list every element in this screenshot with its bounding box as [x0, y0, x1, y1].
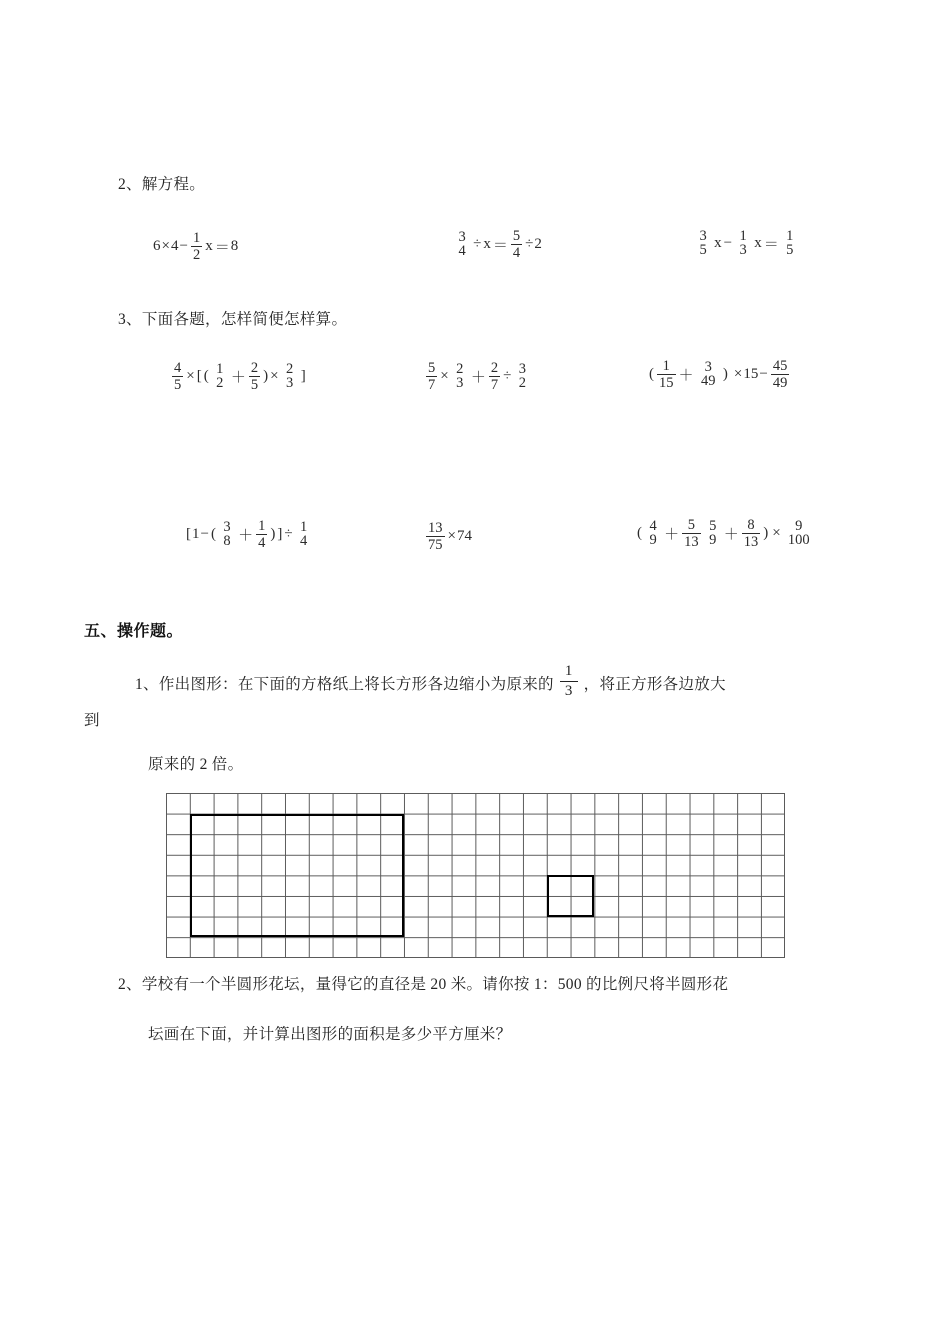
- ex4-left-paren: (: [210, 526, 216, 543]
- equation-2: [452, 228, 542, 261]
- eq2-denominator-1: 4: [458, 243, 466, 260]
- ex6-fraction-5: [783, 518, 815, 549]
- ex1-numerator-1: 4: [174, 360, 182, 376]
- ex3-right-paren: ): [722, 366, 728, 383]
- eq1-minus: −: [179, 238, 188, 255]
- eq3-numerator-1: 3: [699, 228, 707, 244]
- q1-fraction-numerator: 1: [560, 663, 578, 682]
- ex6-times: ×: [772, 525, 781, 542]
- ex4-right-paren: ): [270, 526, 276, 543]
- ex1-fraction-1: [172, 360, 183, 393]
- ex6-fraction-1: [644, 518, 662, 549]
- ex2-fraction-4: [513, 361, 531, 392]
- ex1-numerator-3: 2: [250, 360, 259, 376]
- ex2-numerator-1: 5: [428, 360, 436, 376]
- ex6-numerator-1: 4: [649, 518, 657, 535]
- ex6-right-paren: ): [763, 525, 769, 542]
- eq3-equals: ＝: [763, 237, 779, 254]
- expression-1: [170, 360, 307, 393]
- ex3-minus: −: [759, 366, 768, 383]
- ex2-fraction-3: [489, 360, 500, 393]
- eq1-result: 8: [230, 238, 239, 255]
- eq1-variable: x: [205, 238, 213, 255]
- ex3-fraction-2: [696, 359, 721, 390]
- grid-paper-figure: [166, 793, 785, 958]
- ex6-left-paren: (: [637, 525, 642, 542]
- eq2-equals: ＝: [492, 238, 508, 255]
- equation-1: [153, 230, 238, 263]
- ex3-denominator-3: 49: [772, 375, 788, 392]
- ex2-numerator-3: 2: [490, 360, 499, 376]
- ex2-denominator-2: 3: [456, 375, 464, 392]
- ex1-fraction-3: [249, 360, 260, 393]
- ex1-left-paren: (: [203, 368, 209, 385]
- eq2-fraction-1: [453, 229, 471, 260]
- ex4-denominator-3: 4: [300, 533, 308, 550]
- ex5-denominator: 75: [428, 537, 443, 554]
- ex3-multiplier: 15: [743, 366, 759, 383]
- ex2-denominator-3: 7: [490, 377, 499, 394]
- ex1-fraction-2: [211, 361, 229, 392]
- expression-6: [636, 517, 816, 550]
- ex4-right-bracket: ]: [277, 526, 283, 543]
- ex2-times: ×: [440, 368, 449, 385]
- eq2-fraction-2: [511, 228, 522, 261]
- eq3-fraction-3: [781, 228, 799, 259]
- ex2-numerator-2: 2: [456, 361, 464, 378]
- ex4-denominator-1: 8: [223, 533, 231, 550]
- section-five-q2-line2: 坛画在下面，并计算出图形的面积是多少平方厘米？: [148, 1026, 512, 1043]
- ex5-fraction: [426, 520, 445, 553]
- ex1-numerator-2: 1: [216, 361, 224, 378]
- eq1-equals: ＝: [214, 240, 230, 257]
- eq3-variable-2: x: [754, 235, 762, 252]
- ex2-fraction-1: [426, 360, 437, 393]
- ex1-fraction-4: [281, 361, 299, 392]
- ex4-left-bracket: [: [186, 526, 191, 543]
- eq3-denominator-2: 3: [739, 242, 747, 259]
- ex1-denominator-2: 2: [216, 375, 224, 392]
- ex1-denominator-1: 5: [174, 377, 182, 394]
- ex2-plus: ＋: [470, 370, 486, 387]
- eq3-fraction-1: [694, 228, 712, 259]
- ex4-numerator-1: 3: [223, 519, 231, 536]
- ex1-numerator-4: 2: [286, 361, 294, 378]
- eq3-denominator-1: 5: [699, 242, 707, 259]
- question-2-label: 2、解方程。: [118, 176, 206, 193]
- q1-text-before-fraction: 1、作出图形：在下面的方格纸上将长方形各边缩小为原来的: [135, 675, 554, 693]
- eq1-times: ×: [161, 238, 170, 255]
- eq2-numerator-1: 3: [458, 229, 466, 246]
- eq1-numerator: 1: [192, 230, 201, 246]
- ex6-denominator-2: 13: [684, 534, 699, 551]
- section-five-q1-line3: 原来的 2 倍。: [148, 756, 244, 773]
- ex6-numerator-2: 5: [682, 517, 701, 534]
- ex3-numerator-3: 45: [772, 358, 788, 374]
- eq2-variable: x: [483, 236, 491, 253]
- ex6-numerator-3: 5: [709, 518, 717, 535]
- ex2-divide: ÷: [503, 368, 512, 385]
- expression-3: [648, 358, 791, 391]
- ex1-times-2: ×: [270, 368, 279, 385]
- eq2-divide-2: ÷: [525, 236, 534, 253]
- eq3-numerator-3: 1: [786, 228, 794, 244]
- ex6-plus-3: ＋: [723, 527, 739, 544]
- ex4-numerator-2: 1: [258, 518, 266, 534]
- ex2-denominator-1: 7: [428, 377, 436, 394]
- eq3-fraction-2: [734, 228, 752, 259]
- ex6-plus-1: ＋: [664, 527, 680, 544]
- ex3-times: ×: [733, 366, 743, 383]
- ex6-fraction-3: [704, 518, 722, 549]
- ex1-plus: ＋: [230, 370, 246, 387]
- ex4-divide: ÷: [284, 526, 293, 543]
- expression-4: [185, 518, 314, 551]
- ex3-denominator-2: 49: [700, 373, 716, 390]
- eq2-divide-1: ÷: [473, 236, 482, 253]
- ex4-numerator-3: 1: [300, 519, 308, 536]
- q1-scale-fraction: [560, 663, 578, 701]
- question-3-label: 3、下面各题，怎样简便怎样算。: [118, 311, 348, 328]
- expression-5: [424, 520, 472, 553]
- section-five-q2-line1: 2、学校有一个半圆形花坛，量得它的直径是 20 米。请你按 1：500 的比例尺将半圆形花: [118, 976, 729, 993]
- eq2-result: 2: [534, 236, 542, 253]
- eq3-variable-1: x: [714, 235, 722, 252]
- ex6-denominator-5: 100: [787, 532, 810, 549]
- section-five-heading: 五、操作题。: [84, 623, 184, 640]
- section-five-q1-line2: 到: [84, 712, 100, 729]
- ex6-numerator-5: 9: [795, 518, 803, 535]
- ex1-right-bracket: ]: [300, 368, 306, 385]
- eq1-denominator: 2: [192, 247, 201, 264]
- eq3-numerator-2: 1: [739, 228, 747, 244]
- ex3-numerator-2: 3: [704, 359, 712, 376]
- ex5-numerator: 13: [428, 520, 443, 536]
- ex4-plus: ＋: [238, 528, 254, 545]
- q1-text-after-fraction: ，将正方形各边放大: [583, 675, 726, 693]
- ex6-fraction-4: [742, 517, 761, 550]
- ex4-fraction-3: [295, 519, 313, 550]
- ex3-plus: ＋: [678, 368, 694, 385]
- ex6-denominator-3: 9: [709, 532, 717, 549]
- ex5-times: ×: [447, 528, 456, 545]
- ex4-fraction-1: [218, 519, 236, 550]
- ex2-fraction-2: [451, 361, 469, 392]
- ex6-denominator-1: 9: [649, 532, 657, 549]
- ex6-denominator-4: 13: [743, 534, 759, 551]
- ex2-denominator-4: 2: [518, 375, 527, 392]
- eq2-denominator-2: 4: [512, 245, 521, 262]
- eq2-numerator-2: 5: [512, 228, 521, 244]
- section-five-q1-line1: [135, 664, 726, 702]
- ex3-left-paren: (: [649, 366, 654, 383]
- ex6-fraction-2: [682, 517, 701, 550]
- eq3-minus: −: [723, 235, 733, 252]
- eq1-fraction: [191, 230, 202, 263]
- expression-2: [424, 360, 532, 393]
- ex1-right-paren: ): [263, 368, 269, 385]
- ex3-fraction-1: [657, 358, 676, 391]
- ex5-multiplier: 74: [456, 528, 472, 545]
- ex3-numerator-1: 1: [657, 358, 676, 375]
- q1-fraction-denominator: 3: [564, 683, 573, 700]
- ex4-fraction-2: [256, 518, 267, 551]
- ex1-denominator-3: 5: [250, 377, 259, 394]
- eq1-operand-a: 6: [153, 238, 161, 255]
- ex4-minus: −: [200, 526, 209, 543]
- ex1-times-1: ×: [186, 368, 195, 385]
- ex1-denominator-4: 3: [286, 375, 294, 392]
- ex6-numerator-4: 8: [742, 517, 761, 534]
- ex4-denominator-2: 4: [258, 535, 266, 552]
- ex2-numerator-4: 3: [518, 361, 527, 378]
- eq3-denominator-3: 5: [786, 242, 794, 259]
- ex3-denominator-1: 15: [659, 375, 674, 392]
- drawn-square: [547, 875, 595, 916]
- eq1-operand-b: 4: [170, 238, 179, 255]
- drawn-rectangle: [190, 814, 404, 938]
- ex1-left-bracket: [: [196, 368, 202, 385]
- ex3-fraction-3: [771, 358, 790, 391]
- equation-3: [693, 228, 800, 259]
- ex4-one: 1: [192, 526, 200, 543]
